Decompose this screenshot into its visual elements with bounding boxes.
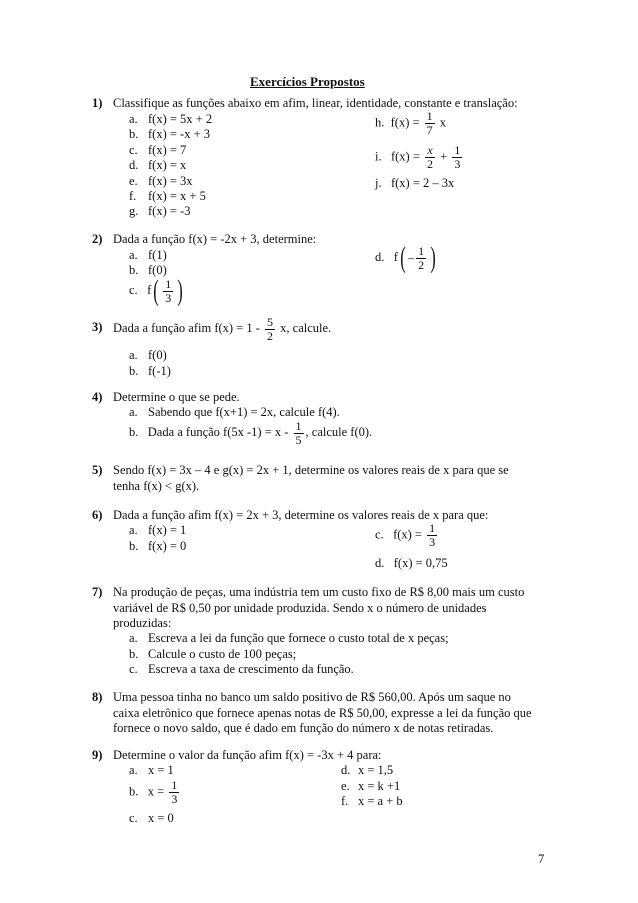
fraction-denominator: 3	[429, 535, 436, 549]
q1-item-e: f(x) = 3x	[148, 174, 193, 188]
q1-number: 1)	[92, 96, 103, 110]
q4-item-a-label: a.	[129, 405, 138, 419]
q9-item-c-label: c.	[129, 811, 138, 825]
q7-item-b: Calcule o custo de 100 peças;	[148, 647, 297, 661]
q2-number: 2)	[92, 232, 103, 246]
q8-line-2: caixa eletrônico que fornece apenas notas de R$ 50,00, expresse a lei da função que	[113, 706, 532, 720]
q2-item-d-fraction	[416, 245, 426, 272]
q1-item-i-label: i.	[375, 149, 382, 164]
q1-item-f-label: f.	[129, 189, 137, 203]
fraction-denominator: 2	[418, 257, 425, 272]
q3-number: 3)	[92, 320, 103, 334]
q1-item-g-label: g.	[129, 204, 139, 218]
q3-text-pre: Dada a função afim f(x) = 1 -	[113, 321, 260, 335]
q4-item-b	[129, 412, 372, 452]
q7-number: 7)	[92, 585, 103, 599]
q7-line-2: variável de R$ 0,50 por unidade produzida. Sendo x o número de unidades	[113, 601, 487, 615]
q5-line-1: Sendo f(x) = 3x – 4 e g(x) = 2x + 1, determine os valores reais de x para que se	[113, 463, 509, 477]
fraction-denominator: 5	[295, 432, 302, 447]
q3-item-a-label: a.	[129, 348, 138, 362]
q1-item-i-fraction-2	[452, 144, 462, 171]
q2-item-d-f: f	[393, 249, 398, 264]
q2-item-c	[129, 276, 185, 306]
q6-item-d-label: d.	[375, 556, 385, 570]
q1-item-h-post: x	[439, 115, 447, 130]
q6-item-b: f(x) = 0	[148, 539, 187, 553]
q9-item-b-fraction	[169, 779, 179, 806]
q3-item-b-label: b.	[129, 364, 139, 378]
q1-item-j-expr: f(x) = 2 – 3x	[390, 176, 455, 190]
q6-item-c	[375, 522, 439, 549]
q1-item-c: f(x) = 7	[148, 143, 187, 157]
fraction-numerator: 1	[454, 143, 461, 157]
q3-text-post: x, calcule.	[280, 321, 332, 335]
q1-item-h-fraction	[425, 110, 435, 137]
q7-item-b-label: b.	[129, 647, 139, 661]
fraction-denominator: 3	[171, 792, 178, 806]
q9-text: Determine o valor da função afim f(x) = -3x + 4 para:	[113, 748, 382, 762]
q2-item-b: f(0)	[148, 263, 167, 277]
q1-item-d-label: d.	[129, 158, 139, 172]
q1-item-f: f(x) = x + 5	[148, 189, 206, 203]
left-paren: (	[400, 241, 406, 274]
q1-item-j-label: j.	[375, 176, 382, 190]
q2-item-c-f: f	[147, 282, 152, 297]
q2-item-d-minus: –	[407, 250, 415, 265]
q9-item-f: x = a + b	[358, 794, 403, 808]
q4-item-a: Sabendo que f(x+1) = 2x, calcule f(4).	[148, 405, 340, 419]
q9-item-b-label: b.	[129, 784, 139, 799]
q3-text	[113, 308, 331, 348]
q9-item-e-label: e.	[341, 779, 350, 793]
page-title: Exercícios Propostos	[250, 74, 365, 89]
q1-item-b-label: b.	[129, 127, 139, 141]
q1-item-i	[375, 144, 464, 171]
q1-item-i-plus: +	[440, 149, 448, 164]
q1-item-d: f(x) = x	[148, 158, 187, 172]
q7-item-a: Escreva a lei da função que fornece o custo total de x peças;	[148, 631, 449, 645]
q4-text: Determine o que se pede.	[113, 390, 240, 404]
fraction-numerator: 1	[165, 276, 172, 291]
q7-item-a-label: a.	[129, 631, 138, 645]
q1-item-h-label: h.	[375, 115, 385, 130]
q1-item-b: f(x) = -x + 3	[148, 127, 210, 141]
q1-item-h	[375, 110, 446, 137]
q5-line-2: tenha f(x) < g(x).	[113, 479, 200, 493]
q4-item-b-label: b.	[129, 425, 139, 439]
q6-item-b-label: b.	[129, 539, 139, 553]
q9-number: 9)	[92, 748, 103, 762]
q9-item-b-pre: x =	[147, 784, 165, 799]
q2-item-d-label: d.	[375, 249, 385, 264]
q3-item-b: f(-1)	[148, 364, 171, 378]
fraction-denominator: 2	[267, 328, 274, 343]
q6-item-a-label: a.	[129, 523, 138, 537]
q2-item-d	[375, 243, 438, 273]
q9-item-e: x = k +1	[358, 779, 401, 793]
q8-number: 8)	[92, 690, 103, 704]
q9-item-a-label: a.	[129, 763, 138, 777]
q6-number: 6)	[92, 508, 103, 522]
q3-item-a: f(0)	[148, 348, 167, 362]
right-paren: )	[430, 241, 436, 274]
fraction-denominator: 3	[165, 290, 172, 305]
q6-text: Dada a função afim f(x) = 2x + 3, determine os valores reais de x para que:	[113, 508, 489, 522]
q7-line-3: produzidas:	[113, 616, 172, 630]
fraction-denominator: 7	[426, 123, 433, 137]
q4-number: 4)	[92, 390, 103, 404]
fraction-numerator: 1	[295, 418, 302, 433]
q6-item-d-expr: f(x) = 0,75	[393, 556, 448, 570]
fraction-numerator: 1	[426, 109, 433, 123]
q9-item-d: x = 1,5	[358, 763, 394, 777]
q1-item-h-pre: f(x) =	[390, 115, 420, 130]
q8-line-3: fornece o novo saldo, que é dado em função do número x de notas retiradas.	[113, 721, 494, 735]
q3-fraction	[265, 316, 275, 343]
q7-item-c-label: c.	[129, 662, 138, 676]
q6-item-c-pre: f(x) =	[393, 527, 422, 542]
q1-item-i-pre: f(x) =	[390, 149, 420, 164]
q1-item-c-label: c.	[129, 143, 138, 157]
fraction-numerator: 1	[418, 243, 425, 258]
q2-item-c-label: c.	[129, 282, 138, 297]
fraction-numerator: 1	[429, 521, 436, 535]
q7-line-1: Na produção de peças, uma indústria tem um custo fixo de R$ 8,00 mais um custo	[113, 585, 525, 599]
q1-item-j	[375, 176, 454, 191]
q5-number: 5)	[92, 463, 103, 477]
q4-item-b-post: , calcule f(0).	[305, 425, 373, 439]
q6-item-a: f(x) = 1	[148, 523, 187, 537]
q4-item-b-fraction	[294, 420, 304, 447]
fraction-numerator: 5	[267, 314, 274, 329]
q9-item-c: x = 0	[148, 811, 174, 825]
q2-item-b-label: b.	[129, 263, 139, 277]
q9-item-d-label: d.	[341, 763, 351, 777]
q2-text: Dada a função f(x) = -2x + 3, determine:	[113, 232, 317, 246]
q1-item-a: f(x) = 5x + 2	[148, 112, 213, 126]
q6-item-d	[375, 556, 448, 571]
q1-text: Classifique as funções abaixo em afim, linear, identidade, constante e translação:	[113, 96, 518, 110]
q8-line-1: Uma pessoa tinha no banco um saldo positivo de R$ 560,00. Após um saque no	[113, 690, 511, 704]
q7-item-c: Escreva a taxa de crescimento da função.	[148, 662, 354, 676]
fraction-numerator: x	[427, 143, 433, 157]
left-paren: (	[153, 274, 159, 307]
q9-item-a: x = 1	[148, 763, 174, 777]
fraction-denominator: 3	[454, 157, 461, 171]
q6-item-c-label: c.	[375, 527, 384, 542]
page-number: 7	[538, 852, 545, 866]
q1-item-e-label: e.	[129, 174, 138, 188]
fraction-denominator: 2	[427, 157, 434, 171]
q4-item-b-pre: Dada a função f(5x -1) = x -	[147, 425, 289, 439]
q1-item-a-label: a.	[129, 112, 138, 126]
q1-item-i-fraction-1	[425, 144, 435, 171]
q9-item-b	[129, 779, 181, 806]
q2-item-a-label: a.	[129, 248, 138, 262]
q1-item-g: f(x) = -3	[148, 204, 191, 218]
q6-item-c-fraction	[427, 522, 437, 549]
q2-item-c-fraction	[163, 278, 173, 305]
q9-item-f-label: f.	[341, 794, 349, 808]
right-paren: )	[177, 274, 183, 307]
fraction-numerator: 1	[171, 778, 178, 792]
q2-item-a: f(1)	[148, 248, 167, 262]
